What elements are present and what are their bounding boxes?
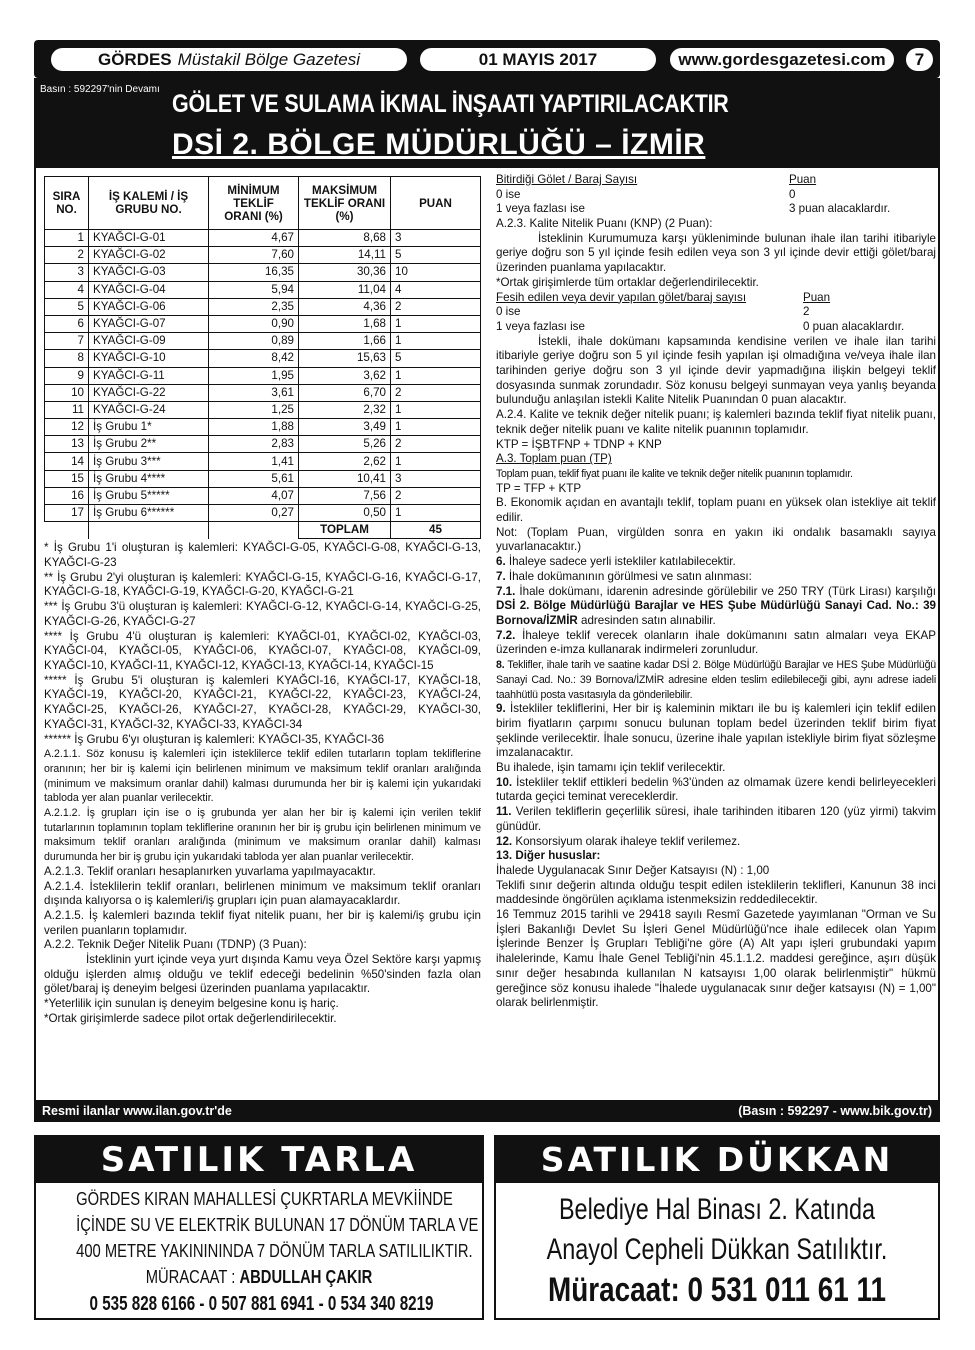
footer-right: (Basın : 592297 - www.bik.gov.tr)	[738, 1104, 932, 1118]
table-row	[45, 436, 481, 453]
website: www.gordesgazetesi.com	[668, 46, 896, 73]
paragraph: **** İş Grubu 4'ü oluşturan iş kalemleri: KYAĞCI-01, KYAĞCI-02, KYAĞCI-03, KYAĞCI-04, KYAĞCI-05, KYAĞCI-06, KYAĞCI-07, KYAĞCI-08, KYAĞCI-09, KYAĞCI-10, KYAĞCI-11, KYAĞCI-12, KYAĞCI-13, KYAĞCI-14, KYAĞCI-15	[44, 629, 481, 672]
table-cell: İş Grubu 2**	[89, 436, 209, 453]
table-cell: İş Grubu 3***	[89, 453, 209, 470]
table-cell: 15	[45, 470, 89, 487]
notice-footer	[34, 1102, 940, 1122]
table-cell: 3	[45, 264, 89, 281]
table-cell: İş Grubu 4****	[89, 470, 209, 487]
col-sira: SIRA NO.	[45, 177, 89, 230]
score-table	[44, 176, 481, 539]
table-cell: 2,32	[299, 401, 391, 418]
paragraph: 16 Temmuz 2015 tarihli ve 29418 sayılı Resmî Gazetede yayımlanan "Orman ve Su İşleri Bakanlığı Devlet Su İşleri Genel Müdürlüğü'nce ihale edilecek olan Yapım İşlerinde Benzer İş Grupları Tebliği'ne göre (A) Alt yapı işleri grubundaki yapım ihalelerinde, Kamu İhale Genel Tebliği'nin 45.1.1.2. maddesi gereğince, aşırı düşük sınır değer hesabında kullanılan N katsayısı 1,00 olarak belirlenmiştir" hükmü gereğince söz konusu ihalede "İhalede uygulanacak sınır değer katsayısı (N) = 1,00" olarak belirlenmiştir.	[496, 908, 936, 1010]
score-row: 0 ise 0	[496, 187, 796, 201]
paragraph: Not: (Toplam Puan, virgülden sonra en yakın iki ondalık basamaklı sayıya yuvarlanacaktır.)	[496, 525, 936, 554]
table-cell: 1	[391, 401, 481, 418]
paragraph: A.2.1.1. Söz konusu iş kalemleri için isteklilerce teklif edilen tutarların toplam tekliflerine oranının; her bir iş kalemi için belirlenen minimum ve maksimum teklif oranları aralığında (minimum ve maksimum oranlar dahil) kalması durumunda her bir iş kalemi için yukarıdaki tabloda yer alan puanlar verilecektir.	[44, 748, 481, 805]
score-row: 0 ise 2	[496, 305, 810, 319]
col-puan: PUAN	[391, 177, 481, 230]
paragraph: 6. İhaleye sadece yerli istekliler katılabilecektir.	[496, 555, 736, 569]
table-row	[45, 264, 481, 281]
table-cell: 1	[391, 505, 481, 522]
paragraph: A.2.1.2. İş grupları için ise o iş grubunda yer alan her bir iş kalemi için verilen teklif tutarlarının toplamının toplam tekliflerine oranının her bir iş grubu için belirlenen minimum ve maksimum teklif oranları aralığında (minimum ve maksimum oranlar dahil) kalması durumunda her bir iş grubu için yukarıdaki tabloda yer alan puanlar verilecektir.	[44, 807, 481, 864]
newspaper-header-bar	[34, 40, 940, 78]
table-row	[45, 298, 481, 315]
ad-line: İÇİNDE SU VE ELEKTRİK BULUNAN 17 DÖNÜM TARLA VE	[76, 1215, 479, 1235]
paragraph: * İş Grubu 1'i oluşturan iş kalemleri: KYAĞCI-G-05, KYAĞCI-G-08, KYAĞCI-G-13, KYAĞCI-G-23	[44, 541, 481, 570]
table-cell: 4,07	[209, 487, 299, 504]
table-cell: 8	[45, 350, 89, 367]
ad-phone: Müracaat: 0 531 011 61 11	[548, 1271, 886, 1309]
table-cell: 2,62	[299, 453, 391, 470]
table-cell: İş Grubu 5*****	[89, 487, 209, 504]
table-row	[45, 401, 481, 418]
table-row	[45, 247, 481, 264]
paragraph: A.2.2. Teknik Değer Nitelik Puanı (TDNP) (3 Puan):	[44, 938, 307, 952]
table-cell: 16,35	[209, 264, 299, 281]
total-value: 45	[391, 522, 481, 539]
table-cell: 5,94	[209, 281, 299, 298]
table-row	[45, 384, 481, 401]
table-cell: 4	[45, 281, 89, 298]
paragraph: A.3. Toplam puan (TP)	[496, 452, 612, 466]
table-cell: 11	[45, 401, 89, 418]
table-cell: 17	[45, 505, 89, 522]
page-number: 7	[904, 46, 935, 73]
table-cell: 3,62	[299, 367, 391, 384]
table-cell: 1	[391, 453, 481, 470]
table-row	[45, 367, 481, 384]
table-cell: 5	[391, 350, 481, 367]
table-cell: 1,95	[209, 367, 299, 384]
table-cell: 5	[45, 298, 89, 315]
col-is-kalemi: İŞ KALEMİ / İŞ GRUBU NO.	[89, 177, 209, 230]
table-cell: 4,67	[209, 230, 299, 247]
table-cell: 30,36	[299, 264, 391, 281]
table-cell: KYAĞCI-G-06	[89, 298, 209, 315]
table-cell: KYAĞCI-G-09	[89, 333, 209, 350]
table-cell: 3	[391, 470, 481, 487]
table-row	[45, 333, 481, 350]
table-cell: KYAĞCI-G-07	[89, 315, 209, 332]
table-cell: 9	[45, 367, 89, 384]
table-cell: 15,63	[299, 350, 391, 367]
table-row	[45, 505, 481, 522]
ad-line: 400 METRE YAKINININDA 7 DÖNÜM TARLA SATILILIKTIR.	[76, 1241, 473, 1261]
paragraph: İstekli, ihale dokümanı kapsamında kendisine verilen ve ihale ilan tarihi itibariyle geriye doğru son 5 yıl içinde fesih yapılan işi olmadığına ve/veya ihale ilan tarihinden geriye doğru son 3 yıl içinde devir yapmadığına ilişkin belgeyi teklif dosyasında sunmak zorundadır. Söz konusu belgeyi sunmayan veya yanlış beyanda bulunduğu anlaşılan istekli Kalite Nitelik Puanından 0 puan alacaktır.	[496, 334, 936, 407]
table-cell: 1,88	[209, 419, 299, 436]
paragraph: 7.1. İhale dokümanı, idarenin adresinde görülebilir ve 250 TRY (Türk Lirası) karşılığı DSİ 2. Bölge Müdürlüğü Barajlar ve HES Şube Müdürlüğü Sanayi Cad. No.: 39 Bornova/İZMİR adresinden satın alınabilir.	[496, 584, 936, 627]
paper-name: GÖRDES Müstakil Bölge Gazetesi	[49, 46, 409, 73]
table-cell: 10	[391, 264, 481, 281]
table-cell: 13	[45, 436, 89, 453]
paragraph: *** İş Grubu 3'ü oluşturan iş kalemleri: KYAĞCI-G-12, KYAĞCI-G-14, KYAĞCI-G-25, KYAĞCI-G-26, KYAĞCI-G-27	[44, 600, 481, 628]
table-header-row	[45, 177, 481, 230]
paragraph: 8. Teklifler, ihale tarih ve saatine kadar DSİ 2. Bölge Müdürlüğü Barajlar ve HES Şube Müdürlüğü Sanayi Cad. No.: 39 Bornova/İZMİR adresine elden teslim edilebileceği gibi, aynı adrese iadeli taahhütlü posta vasıtasıyla da gönderilebilir.	[496, 659, 936, 701]
table-row	[45, 419, 481, 436]
table-cell: 4,36	[299, 298, 391, 315]
table-cell: 6,70	[299, 384, 391, 401]
table-cell: 2	[391, 436, 481, 453]
total-row	[45, 522, 481, 539]
table-cell: 1,66	[299, 333, 391, 350]
footer-left: Resmi ilanlar www.ilan.gov.tr'de	[42, 1104, 232, 1118]
table-cell: 5,26	[299, 436, 391, 453]
table-cell: 4	[391, 281, 481, 298]
paragraph: Toplam puan, teklif fiyat puanı ile kalite ve teknik değer nitelik puanının toplamıdır.	[496, 467, 853, 480]
col-maksimum: MAKSİMUM TEKLİF ORANI (%)	[299, 177, 391, 230]
table-cell: 3	[391, 230, 481, 247]
paragraph: 12. Konsorsiyum olarak ihaleye teklif verilemez.	[496, 834, 741, 848]
table-cell: KYAĞCI-G-11	[89, 367, 209, 384]
ad-line: GÖRDES KIRAN MAHALLESİ ÇUKRTARLA MEVKİİNDE	[76, 1189, 453, 1209]
table-row	[45, 470, 481, 487]
issue-date: 01 MAYIS 2017	[418, 46, 658, 73]
paragraph: Bu ihalede, işin tamamı için teklif verilecektir.	[496, 761, 726, 775]
paragraph: 13. Diğer hususlar:	[496, 849, 601, 863]
ad-contact: MÜRACAAT : ABDULLAH ÇAKIR	[145, 1267, 373, 1287]
table-cell: 1	[391, 315, 481, 332]
ad-line: Belediye Hal Binası 2. Katında	[558, 1193, 876, 1226]
table-cell: 10,41	[299, 470, 391, 487]
table-cell: 0,89	[209, 333, 299, 350]
paragraph: A.2.1.4. İsteklilerin teklif oranları, belirlenen minimum ve maksimum teklif oranları dışında kalıyorsa o iş kalemleri/iş grupları için puan alamayacaklardır.	[44, 879, 481, 908]
table-cell: 7,60	[209, 247, 299, 264]
table-cell: 3,61	[209, 384, 299, 401]
table-cell: 6	[45, 315, 89, 332]
table-row	[45, 230, 481, 247]
notice-subtitle: DSİ 2. BÖLGE MÜDÜRLÜĞÜ – İZMİR	[172, 128, 706, 161]
paragraph: Teklifi sınır değerin altında olduğu tespit edilen isteklilerin teklifleri, Kanunun 38 inci maddesinde öngörülen açıklama istenmeksizin reddedilecektir.	[496, 878, 936, 907]
paragraph: B. Ekonomik açıdan en avantajlı teklif, toplam puanı en yüksek olan istekliye ait teklif edilir.	[496, 496, 936, 525]
left-text-block	[44, 541, 481, 1026]
paragraph: A.2.1.5. İş kalemleri bazında teklif fiyat nitelik puanı, her bir iş kalemi/iş grubu için verilen puanların toplamıdır.	[44, 908, 481, 937]
table-cell: 1	[391, 419, 481, 436]
table-cell: 1,41	[209, 453, 299, 470]
paragraph: 9. İstekliler tekliflerini, Her bir iş kaleminin miktarı ile bu iş kalemleri için teklif edilen birim fiyatların çarpımı sonucu bulunan toplam bedel üzerinden teklif birim fiyat şeklinde verilecektir. İhale sonucu, üzerine ihale yapılan istekliyle birim fiyat sözleşme imzalanacaktır.	[496, 702, 936, 760]
table-cell: KYAĞCI-G-03	[89, 264, 209, 281]
table-cell: İş Grubu 6******	[89, 505, 209, 522]
total-label: TOPLAM	[299, 522, 391, 539]
ad-phones: 0 535 828 6166 - 0 507 881 6941 - 0 534 340 8219	[89, 1293, 434, 1315]
table-cell: 2,35	[209, 298, 299, 315]
paragraph: 7.2. İhaleye teklif verecek olanların ihale dokümanını satın almaları veya EKAP üzerinden e-imza kullanarak indirmeleri zorunludur.	[496, 628, 936, 657]
table-cell: KYAĞCI-G-02	[89, 247, 209, 264]
paragraph: ** İş Grubu 2'yi oluşturan iş kalemleri: KYAĞCI-G-15, KYAĞCI-G-16, KYAĞCI-G-17, KYAĞCI-G-18, KYAĞCI-G-19, KYAĞCI-G-20, KYAĞCI-G-21	[44, 570, 481, 599]
paragraph: *Yeterlilik için sunulan iş deneyim belgesine konu iş hariç.	[44, 997, 339, 1011]
table-cell: 12	[45, 419, 89, 436]
paragraph: A.2.1.3. Teklif oranları hesaplanırken yuvarlama yapılmayacaktır.	[44, 864, 376, 878]
notice-body	[34, 168, 940, 1102]
table-cell: 2	[391, 298, 481, 315]
table-cell: KYAĞCI-G-22	[89, 384, 209, 401]
table-cell: 0,50	[299, 505, 391, 522]
ad-title: SATILIK TARLA	[36, 1137, 482, 1183]
table-cell: KYAĞCI-G-10	[89, 350, 209, 367]
table-cell: 1	[391, 367, 481, 384]
table-row	[45, 350, 481, 367]
paragraph: İhalede Uygulanacak Sınır Değer Katsayısı (N) : 1,00	[496, 863, 770, 877]
col-minimum: MİNİMUM TEKLİF ORANI (%)	[209, 177, 299, 230]
table-cell: KYAĞCI-G-01	[89, 230, 209, 247]
table-cell: 0,90	[209, 315, 299, 332]
paragraph: ****** İş Grubu 6'yı oluşturan iş kalemleri: KYAĞCI-35, KYAĞCI-36	[44, 732, 385, 746]
table-cell: 7	[45, 333, 89, 350]
score-row-header: Bitirdiği Gölet / Baraj Sayısı Puan	[496, 173, 817, 186]
ad-line: Anayol Cepheli Dükkan Satılıktır.	[546, 1233, 888, 1266]
paragraph: *Ortak girişimlerde sadece pilot ortak değerlendirilecektir.	[44, 1011, 337, 1025]
table-cell: 5	[391, 247, 481, 264]
table-cell: 1	[391, 333, 481, 350]
table-cell: 2	[391, 384, 481, 401]
paragraph: 11. Verilen tekliflerin geçerlilik süresi, ihale tarihinden itibaren 120 (yüz yirmi) takvim günüdür.	[496, 805, 936, 833]
table-cell: 7,56	[299, 487, 391, 504]
table-row	[45, 487, 481, 504]
paragraph: İsteklinin yurt içinde veya yurt dışında Kamu veya Özel Sektöre karşı yapmış olduğu işlerden almış olduğu ve teklif edeceği bedelinin %50'sinden fazla olan gölet/baraj iş deneyim belgesi üzerinden puanlama yapılacaktır.	[44, 953, 481, 996]
table-cell: 0,27	[209, 505, 299, 522]
score-row-header: Fesih edilen veya devir yapılan gölet/baraj sayısı Puan	[496, 290, 831, 304]
score-row: 1 veya fazlası ise 0 puan alacaklardır.	[496, 319, 905, 333]
table-cell: 1	[45, 230, 89, 247]
basin-ref: Basın : 592297'nin Devamı	[40, 84, 160, 95]
table-cell: 14	[45, 453, 89, 470]
table-cell: 3,49	[299, 419, 391, 436]
paragraph: ***** İş Grubu 5'i oluşturan iş kalemleri KYAĞCI-16, KYAĞCI-17, KYAĞCI-18, KYAĞCI-19, KYAĞCI-20, KYAĞCI-21, KYAĞCI-22, KYAĞCI-23, KYAĞCI-24, KYAĞCI-25, KYAĞCI-26, KYAĞCI-27, KYAĞCI-28, KYAĞCI-29, KYAĞCI-30, KYAĞCI-31, KYAĞCI-32, KYAĞCI-33, KYAĞCI-34	[44, 673, 481, 731]
paragraph: KTP = İŞBTFNP + TDNP + KNP	[496, 437, 662, 451]
paragraph: 10. İstekliler teklif ettikleri bedelin %3'ünden az olmamak üzere kendi belirleyecekleri tutarda geçici teminat vereceklerdir.	[496, 775, 936, 804]
table-row	[45, 453, 481, 470]
table-cell: 1,68	[299, 315, 391, 332]
table-cell: KYAĞCI-G-04	[89, 281, 209, 298]
ad-satilik-dukkan	[494, 1135, 940, 1320]
paragraph: *Ortak girişimlerde tüm ortaklar değerlendirilecektir.	[496, 275, 759, 289]
paragraph: A.2.3. Kalite Nitelik Puanı (KNP) (2 Puan):	[496, 217, 713, 231]
table-cell: 8,68	[299, 230, 391, 247]
table-cell: 2	[391, 487, 481, 504]
paragraph: TP = TFP + KTP	[496, 481, 582, 495]
table-row	[45, 281, 481, 298]
table-cell: 2	[45, 247, 89, 264]
table-row	[45, 315, 481, 332]
paragraph: 7. İhale dokümanının görülmesi ve satın alınması:	[496, 569, 752, 583]
table-cell: 2,83	[209, 436, 299, 453]
paragraph: İsteklinin Kurumumuza karşı yükleniminde bulunan ihale ilan tarihi itibariyle geriye doğru son 5 yıl içinde fesih edilen veya son 3 yıl içinde devir ettiği gölet/baraj üzerinden puanlama yapılacaktır.	[496, 231, 936, 275]
right-column	[496, 173, 936, 1011]
table-cell: 10	[45, 384, 89, 401]
table-cell: 1,25	[209, 401, 299, 418]
table-cell: 11,04	[299, 281, 391, 298]
table-cell: KYAĞCI-G-24	[89, 401, 209, 418]
table-cell: 16	[45, 487, 89, 504]
paragraph: A.2.4. Kalite ve teknik değer nitelik puanı; iş kalemleri bazında teklif fiyat nitelik puanı, teknik değer nitelik puanı ve kalite nitelik puanının toplamıdır.	[496, 408, 936, 436]
table-cell: İş Grubu 1*	[89, 419, 209, 436]
table-cell: 8,42	[209, 350, 299, 367]
table-cell: 14,11	[299, 247, 391, 264]
notice-title: GÖLET VE SULAMA İKMAL İNŞAATI YAPTIRILACAKTIR	[172, 90, 729, 118]
table-cell: 5,61	[209, 470, 299, 487]
ad-satilik-tarla	[34, 1135, 484, 1320]
left-column	[44, 176, 481, 1027]
ad-title: SATILIK DÜKKAN	[496, 1137, 938, 1183]
score-row: 1 veya fazlası ise 3 puan alacaklardır.	[496, 202, 891, 216]
